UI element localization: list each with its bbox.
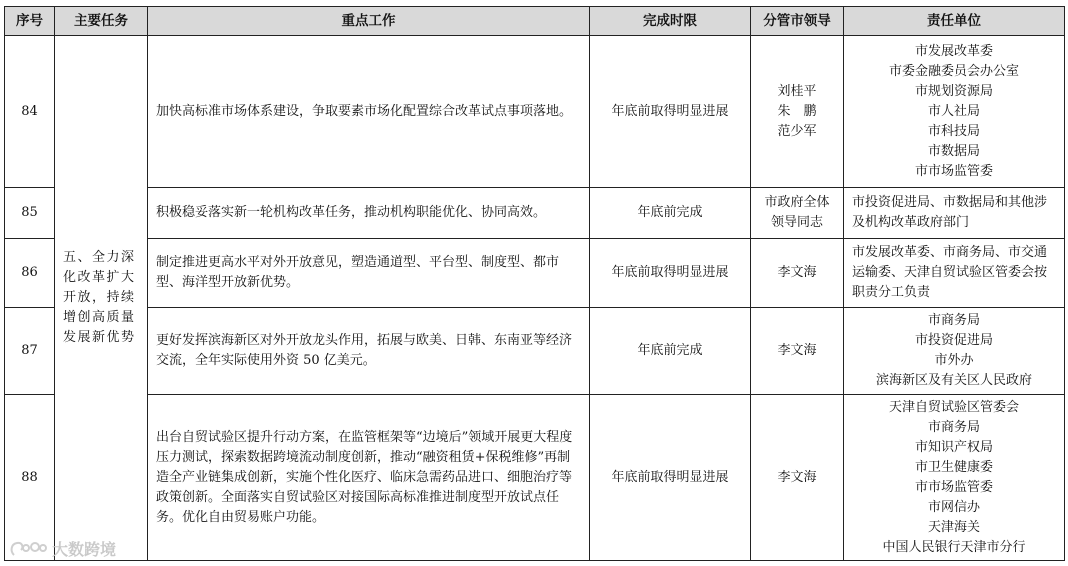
unit-name: 市科技局 [927,123,980,139]
row-deadline: 年底前完成 [590,188,751,239]
watermark-logo-icon [8,539,48,559]
table-row [5,188,1065,239]
row-work: 更好发挥滨海新区对外开放龙头作用，拓展与欧美、日韩、东南亚等经济交流，全年实际使用外资 50 亿美元。 [148,308,590,395]
header-task: 主要任务 [55,7,148,36]
watermark [8,537,116,560]
task-table [4,6,1065,561]
leader-name: 朱 鹏 [777,103,817,119]
row-unit [844,395,1065,561]
row-seq: 87 [5,308,55,395]
unit-name: 市市场监管委 [914,479,993,495]
unit-name: 市市场监管委 [914,163,993,179]
leader-name: 范少军 [777,123,817,139]
table-row [5,239,1065,308]
row-work: 积极稳妥落实新一轮机构改革任务，推动机构职能优化、协同高效。 [148,188,590,239]
row-leader: 李文海 [751,395,844,561]
leader-name: 刘桂平 [777,83,817,99]
unit-name: 市人社局 [927,103,980,119]
header-seq: 序号 [5,7,55,36]
row-unit: 市发展改革委、市商务局、市交通运输委、天津自贸试验区管委会按职责分工负责 [844,239,1065,308]
table-row [5,308,1065,395]
unit-name: 市商务局 [927,419,980,435]
header-leader: 分管市领导 [751,7,844,36]
leader-name: 领导同志 [770,215,823,230]
unit-name: 市卫生健康委 [914,459,993,475]
unit-name: 天津自贸试验区管委会 [888,399,1019,415]
row-work: 加快高标准市场体系建设，争取要素市场化配置综合改革试点事项落地。 [148,36,590,188]
row-deadline: 年底前取得明显进展 [590,36,751,188]
unit-name: 市知识产权局 [914,439,993,455]
unit-name: 市数据局 [927,143,980,159]
unit-name: 中国人民银行天津市分行 [882,539,1026,555]
unit-name: 滨海新区及有关区人民政府 [875,373,1032,388]
row-seq: 86 [5,239,55,308]
row-unit [844,308,1065,395]
header-deadline: 完成时限 [590,7,751,36]
unit-name: 天津海关 [927,519,980,535]
watermark-text: 大数跨境 [52,540,117,559]
unit-name: 市外办 [934,353,974,368]
unit-name: 市发展改革委 [914,43,993,59]
row-deadline: 年底前取得明显进展 [590,239,751,308]
leader-name: 市政府全体 [764,195,830,210]
row-unit [844,36,1065,188]
row-leader [751,36,844,188]
row-leader: 李文海 [751,239,844,308]
table-row [5,395,1065,561]
row-deadline: 年底前取得明显进展 [590,395,751,561]
row-deadline: 年底前完成 [590,308,751,395]
table-row [5,36,1065,188]
row-seq: 88 [5,395,55,561]
unit-name: 市商务局 [927,313,980,328]
row-unit: 市投资促进局、市数据局和其他涉及机构改革政府部门 [844,188,1065,239]
header-row [5,7,1065,36]
unit-name: 市投资促进局 [914,333,993,348]
main-task-cell: 五、全力深化改革扩大开放，持续增创高质量发展新优势 [55,36,148,561]
unit-name: 市规划资源局 [914,83,993,99]
row-work: 制定推进更高水平对外开放意见，塑造通道型、平台型、制度型、都市型、海洋型开放新优势。 [148,239,590,308]
header-unit: 责任单位 [844,7,1065,36]
row-seq: 84 [5,36,55,188]
header-work: 重点工作 [148,7,590,36]
unit-name: 市网信办 [927,499,980,515]
row-leader [751,188,844,239]
row-seq: 85 [5,188,55,239]
row-work: 出台自贸试验区提升行动方案，在监管框架等“边境后”领域开展更大程度压力测试，探索数据跨境流动制度创新，推动“融资租赁+保税维修”再制造全产业链集成创新，实施个性化医疗、临床急需药品进口、细胞治疗等政策创新。全面落实自贸试验区对接国际高标准推进制度型开放试点任务。优化自由贸易账户功能。 [148,395,590,561]
row-leader: 李文海 [751,308,844,395]
unit-name: 市委金融委员会办公室 [888,63,1019,79]
